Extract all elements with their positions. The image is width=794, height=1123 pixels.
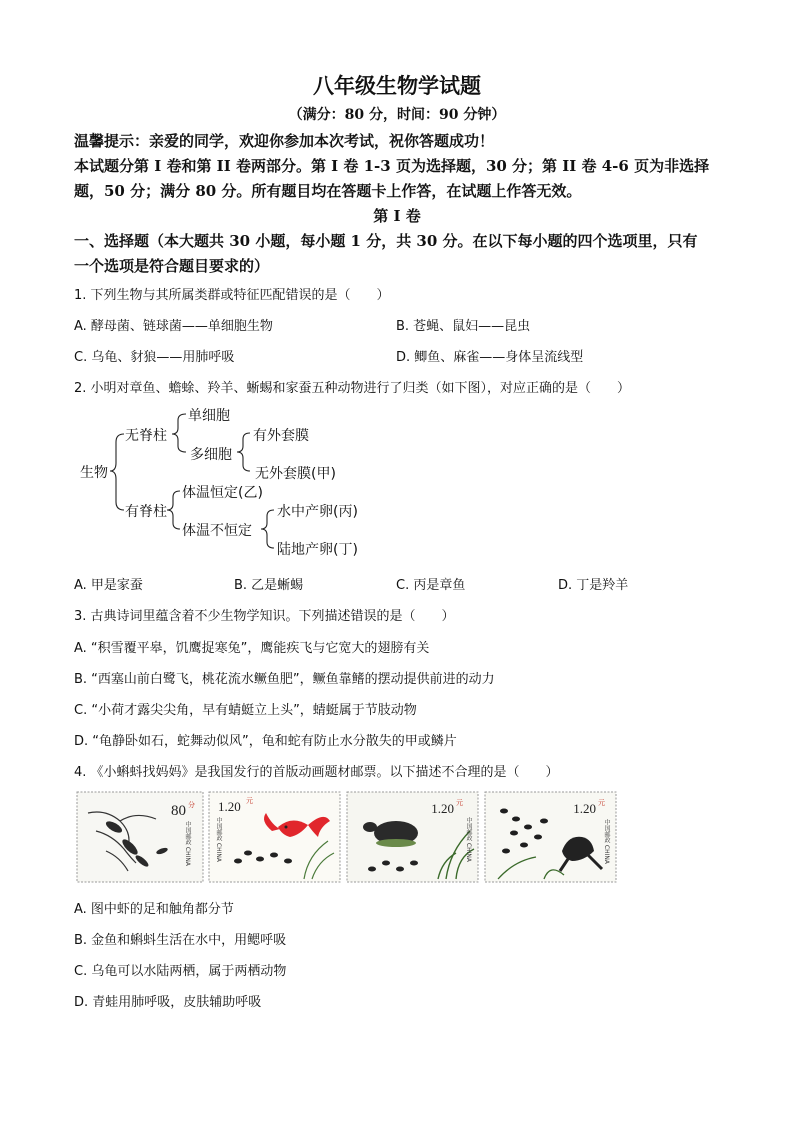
q2-option-c: C. 丙是章鱼	[396, 578, 466, 593]
q3-option-b: B. “西塞山前白鹭飞，桃花流水鳜鱼肥”，鳜鱼靠鳍的摆动提供前进的动力	[74, 672, 495, 687]
tree-invertebrate: 无脊柱	[125, 428, 167, 444]
tree-constant-temp: 体温恒定(乙)	[182, 485, 263, 501]
q3-option-a: A. “积雪覆平皋，饥鹰捉寒兔”，鹰能疾飞与它宽大的翅膀有关	[74, 641, 430, 656]
q2-option-a: A. 甲是家蚕	[74, 578, 143, 593]
stamp-4-value: 1.20	[573, 801, 596, 816]
tree-without-mantle: 无外套膜(甲)	[255, 466, 336, 482]
question-2-stem: 2. 小明对章鱼、蟾蜍、羚羊、蜥蜴和家蚕五种动物进行了归类（如下图），对应正确的是（ ）	[74, 381, 631, 396]
intro-line-2: 题，50 分；满分 80 分。所有题目均在答题卡上作答，在试题上作答无效。	[74, 182, 582, 200]
q4-option-c: C. 乌龟可以水陆两栖，属于两栖动物	[74, 964, 287, 979]
goldfish-illustration	[208, 791, 341, 883]
section-line-2: 一个选项是符合题目要求的）	[74, 257, 270, 275]
tip-text: 温馨提示：亲爱的同学，欢迎你参加本次考试，祝你答题成功！	[74, 132, 495, 150]
stamp-shrimp	[76, 791, 204, 883]
volume-heading: 第 I 卷	[373, 207, 421, 225]
stamp-2-value: 1.20	[218, 799, 241, 814]
frog-illustration	[484, 791, 617, 883]
tree-water-eggs: 水中产卵(丙)	[277, 504, 358, 520]
q1-option-b: B. 苍蝇、鼠妇——昆虫	[396, 319, 531, 334]
tree-vertebrate: 有脊柱	[125, 504, 167, 520]
q1-option-a: A. 酵母菌、链球菌——单细胞生物	[74, 319, 273, 334]
stamp-3-unit: 元	[456, 800, 463, 807]
q3-option-d: D. “龟静卧如石，蛇舞动似风”，龟和蛇有防止水分散失的甲或鳞片	[74, 734, 457, 749]
q2-option-d: D. 丁是羚羊	[558, 578, 629, 593]
tree-with-mantle: 有外套膜	[253, 428, 309, 444]
stamp-1-value: 80	[171, 803, 186, 819]
stamp-1-unit: 分	[188, 802, 195, 809]
question-4-stem: 4. 《小蝌蚪找妈妈》是我国发行的首版动画题材邮票。以下描述不合理的是（ ）	[74, 765, 559, 780]
question-1-stem: 1. 下列生物与其所属类群或特征匹配错误的是（ ）	[74, 288, 390, 303]
q4-option-b: B. 金鱼和蝌蚪生活在水中，用鳃呼吸	[74, 933, 287, 948]
question-3-stem: 3. 古典诗词里蕴含着不少生物学知识。下列描述错误的是（ ）	[74, 609, 455, 624]
stamp-goldfish	[208, 791, 341, 883]
stamp-3-value: 1.20	[431, 801, 454, 816]
exam-title: 八年级生物学试题	[313, 73, 481, 98]
q1-option-c: C. 乌龟、豺狼——用肺呼吸	[74, 350, 235, 365]
stamp-2-unit: 元	[246, 798, 253, 805]
stamp-1-country: 中国邮政 CHINA	[184, 821, 191, 866]
q2-option-b: B. 乙是蜥蜴	[234, 578, 304, 593]
q4-option-a: A. 图中虾的足和触角都分节	[74, 902, 234, 917]
q3-option-c: C. “小荷才露尖尖角，早有蜻蜓立上头”，蜻蜓属于节肢动物	[74, 703, 417, 718]
q4-option-d: D. 青蛙用肺呼吸，皮肤辅助呼吸	[74, 995, 262, 1010]
q1-option-d: D. 鲫鱼、麻雀——身体呈流线型	[396, 350, 584, 365]
stamp-4-unit: 元	[598, 800, 605, 807]
turtle-illustration	[346, 791, 479, 883]
stamp-frog	[484, 791, 617, 883]
tree-variable-temp: 体温不恒定	[182, 523, 252, 539]
stamp-2-country: 中国邮政 CHINA	[215, 817, 222, 862]
stamp-turtle	[346, 791, 479, 883]
stamp-4-country: 中国邮政 CHINA	[603, 819, 610, 864]
section-line-1: 一、选择题（本大题共 30 小题，每小题 1 分，共 30 分。在以下每小题的四个选项里，只有	[74, 232, 698, 250]
stamp-3-country: 中国邮政 CHINA	[465, 817, 472, 862]
tree-multicellular: 多细胞	[190, 447, 232, 463]
tree-land-eggs: 陆地产卵(丁)	[277, 542, 358, 558]
intro-line-1: 本试题分第 I 卷和第 II 卷两部分。第 I 卷 1-3 页为选择题，30 分；第 II 卷 4-6 页为非选择	[74, 157, 710, 175]
tree-root: 生物	[80, 465, 108, 481]
exam-subtitle: （满分：80 分，时间：90 分钟）	[288, 107, 506, 123]
tree-unicellular: 单细胞	[188, 408, 230, 424]
